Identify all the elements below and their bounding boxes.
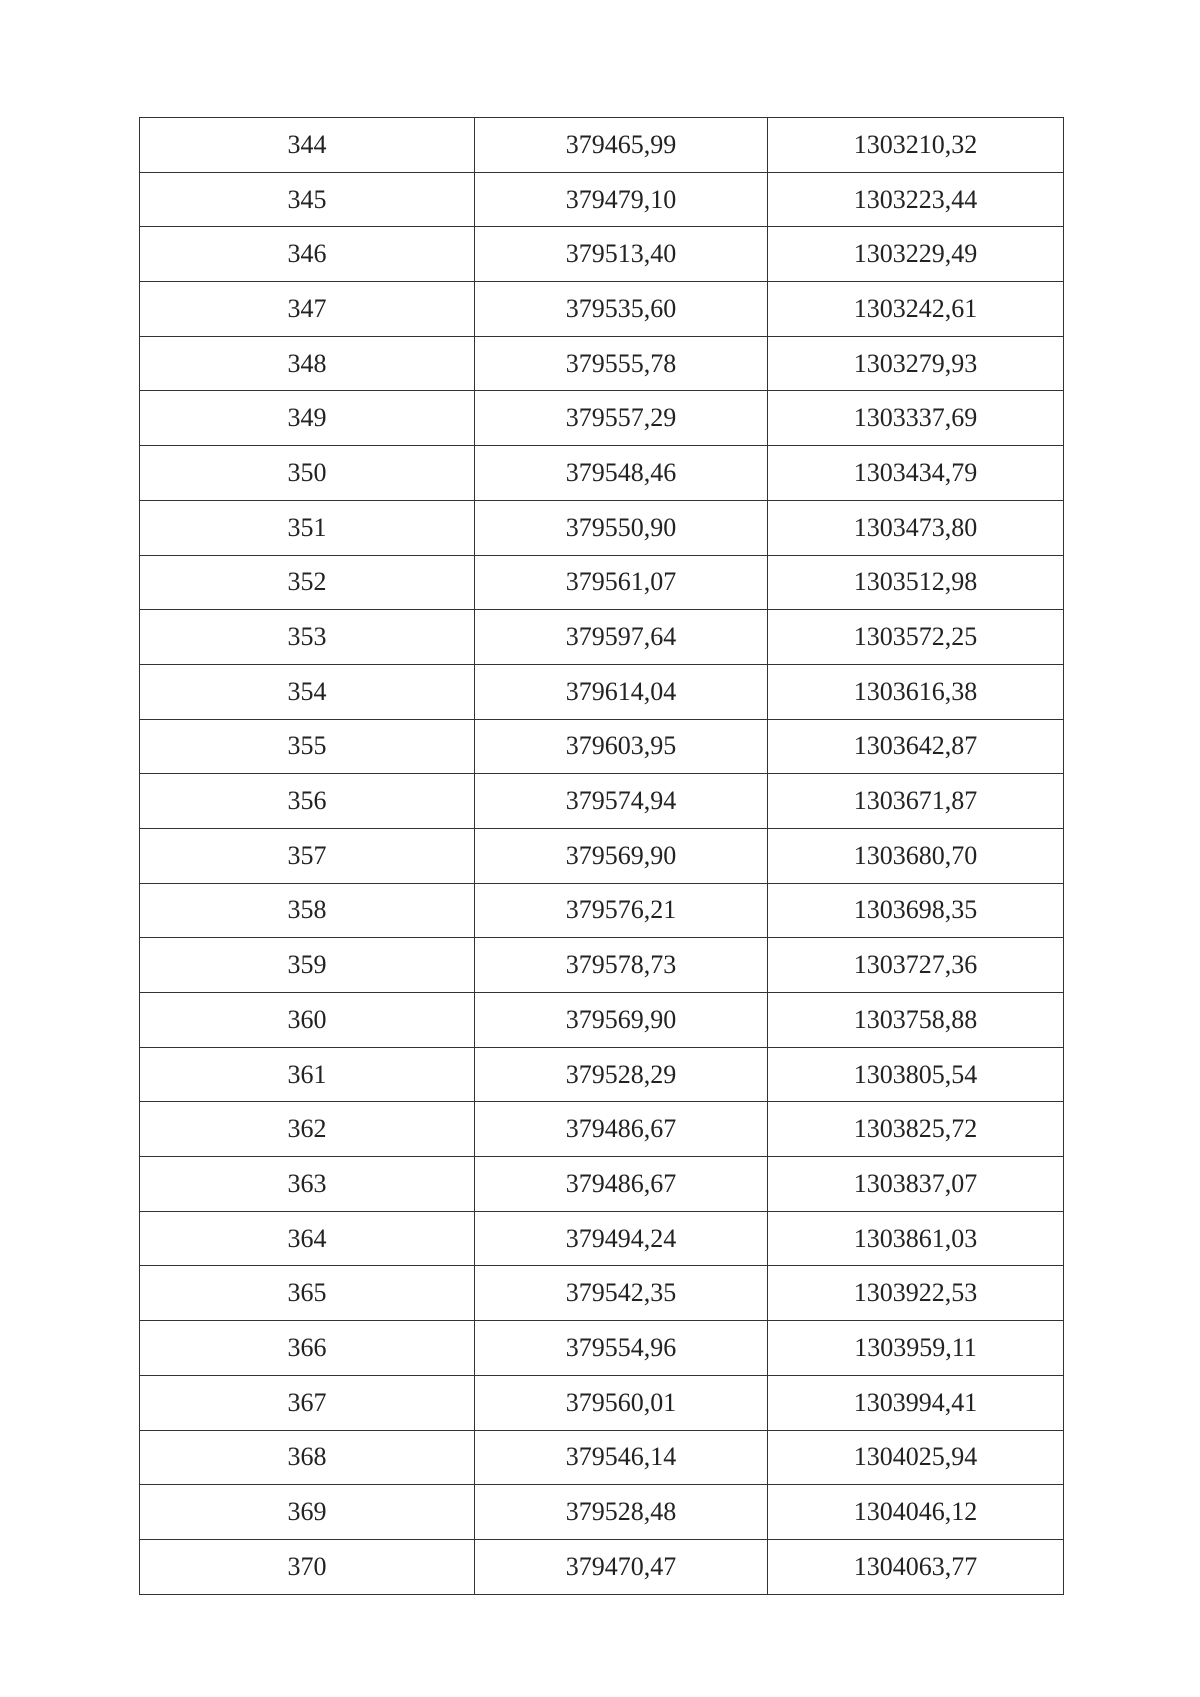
y-coordinate-cell: 1303959,11 [768, 1321, 1064, 1376]
point-number-cell: 354 [140, 664, 475, 719]
y-coordinate-cell: 1303229,49 [768, 227, 1064, 282]
table-row [140, 1321, 1064, 1376]
table-row [140, 993, 1064, 1048]
table-row [140, 555, 1064, 610]
x-coordinate-cell: 379546,14 [475, 1430, 768, 1485]
table-row [140, 664, 1064, 719]
x-coordinate-cell: 379555,78 [475, 336, 768, 391]
table-row [140, 719, 1064, 774]
table-row [140, 500, 1064, 555]
table-row [140, 446, 1064, 501]
table-row [140, 610, 1064, 665]
x-coordinate-cell: 379614,04 [475, 664, 768, 719]
y-coordinate-cell: 1303473,80 [768, 500, 1064, 555]
x-coordinate-cell: 379550,90 [475, 500, 768, 555]
y-coordinate-cell: 1303242,61 [768, 282, 1064, 337]
table-row [140, 282, 1064, 337]
x-coordinate-cell: 379603,95 [475, 719, 768, 774]
point-number-cell: 352 [140, 555, 475, 610]
table-row [140, 1539, 1064, 1594]
table-row [140, 1375, 1064, 1430]
table-row [140, 828, 1064, 883]
x-coordinate-cell: 379578,73 [475, 938, 768, 993]
y-coordinate-cell: 1303616,38 [768, 664, 1064, 719]
x-coordinate-cell: 379574,94 [475, 774, 768, 829]
table-row [140, 1485, 1064, 1540]
x-coordinate-cell: 379486,67 [475, 1102, 768, 1157]
table-row [140, 1211, 1064, 1266]
point-number-cell: 370 [140, 1539, 475, 1594]
y-coordinate-cell: 1304046,12 [768, 1485, 1064, 1540]
x-coordinate-cell: 379561,07 [475, 555, 768, 610]
point-number-cell: 367 [140, 1375, 475, 1430]
x-coordinate-cell: 379513,40 [475, 227, 768, 282]
point-number-cell: 362 [140, 1102, 475, 1157]
table-row [140, 1430, 1064, 1485]
y-coordinate-cell: 1303223,44 [768, 172, 1064, 227]
y-coordinate-cell: 1303994,41 [768, 1375, 1064, 1430]
table-row [140, 172, 1064, 227]
x-coordinate-cell: 379494,24 [475, 1211, 768, 1266]
point-number-cell: 368 [140, 1430, 475, 1485]
point-number-cell: 346 [140, 227, 475, 282]
y-coordinate-cell: 1303210,32 [768, 118, 1064, 173]
point-number-cell: 356 [140, 774, 475, 829]
table-row [140, 1102, 1064, 1157]
x-coordinate-cell: 379528,29 [475, 1047, 768, 1102]
x-coordinate-cell: 379548,46 [475, 446, 768, 501]
y-coordinate-cell: 1303279,93 [768, 336, 1064, 391]
point-number-cell: 358 [140, 883, 475, 938]
point-number-cell: 364 [140, 1211, 475, 1266]
x-coordinate-cell: 379597,64 [475, 610, 768, 665]
x-coordinate-cell: 379569,90 [475, 828, 768, 883]
point-number-cell: 349 [140, 391, 475, 446]
point-number-cell: 366 [140, 1321, 475, 1376]
table-row [140, 883, 1064, 938]
x-coordinate-cell: 379576,21 [475, 883, 768, 938]
point-number-cell: 357 [140, 828, 475, 883]
x-coordinate-cell: 379542,35 [475, 1266, 768, 1321]
x-coordinate-cell: 379470,47 [475, 1539, 768, 1594]
y-coordinate-cell: 1303512,98 [768, 555, 1064, 610]
coordinates-table-body [140, 118, 1064, 1595]
point-number-cell: 365 [140, 1266, 475, 1321]
point-number-cell: 355 [140, 719, 475, 774]
point-number-cell: 361 [140, 1047, 475, 1102]
table-row [140, 118, 1064, 173]
table-row [140, 1047, 1064, 1102]
point-number-cell: 363 [140, 1157, 475, 1212]
table-row [140, 938, 1064, 993]
table-row [140, 391, 1064, 446]
point-number-cell: 344 [140, 118, 475, 173]
y-coordinate-cell: 1304063,77 [768, 1539, 1064, 1594]
x-coordinate-cell: 379569,90 [475, 993, 768, 1048]
coordinates-table [139, 117, 1064, 1595]
point-number-cell: 348 [140, 336, 475, 391]
x-coordinate-cell: 379479,10 [475, 172, 768, 227]
x-coordinate-cell: 379528,48 [475, 1485, 768, 1540]
table-row [140, 1266, 1064, 1321]
y-coordinate-cell: 1303805,54 [768, 1047, 1064, 1102]
y-coordinate-cell: 1304025,94 [768, 1430, 1064, 1485]
y-coordinate-cell: 1303727,36 [768, 938, 1064, 993]
y-coordinate-cell: 1303572,25 [768, 610, 1064, 665]
x-coordinate-cell: 379560,01 [475, 1375, 768, 1430]
point-number-cell: 353 [140, 610, 475, 665]
point-number-cell: 350 [140, 446, 475, 501]
y-coordinate-cell: 1303698,35 [768, 883, 1064, 938]
x-coordinate-cell: 379486,67 [475, 1157, 768, 1212]
point-number-cell: 345 [140, 172, 475, 227]
x-coordinate-cell: 379557,29 [475, 391, 768, 446]
table-row [140, 774, 1064, 829]
point-number-cell: 351 [140, 500, 475, 555]
y-coordinate-cell: 1303434,79 [768, 446, 1064, 501]
y-coordinate-cell: 1303861,03 [768, 1211, 1064, 1266]
table-row [140, 336, 1064, 391]
table-row [140, 1157, 1064, 1212]
point-number-cell: 369 [140, 1485, 475, 1540]
y-coordinate-cell: 1303758,88 [768, 993, 1064, 1048]
point-number-cell: 347 [140, 282, 475, 337]
y-coordinate-cell: 1303837,07 [768, 1157, 1064, 1212]
point-number-cell: 359 [140, 938, 475, 993]
y-coordinate-cell: 1303671,87 [768, 774, 1064, 829]
y-coordinate-cell: 1303922,53 [768, 1266, 1064, 1321]
y-coordinate-cell: 1303680,70 [768, 828, 1064, 883]
y-coordinate-cell: 1303337,69 [768, 391, 1064, 446]
y-coordinate-cell: 1303642,87 [768, 719, 1064, 774]
table-row [140, 227, 1064, 282]
y-coordinate-cell: 1303825,72 [768, 1102, 1064, 1157]
x-coordinate-cell: 379465,99 [475, 118, 768, 173]
x-coordinate-cell: 379535,60 [475, 282, 768, 337]
point-number-cell: 360 [140, 993, 475, 1048]
x-coordinate-cell: 379554,96 [475, 1321, 768, 1376]
